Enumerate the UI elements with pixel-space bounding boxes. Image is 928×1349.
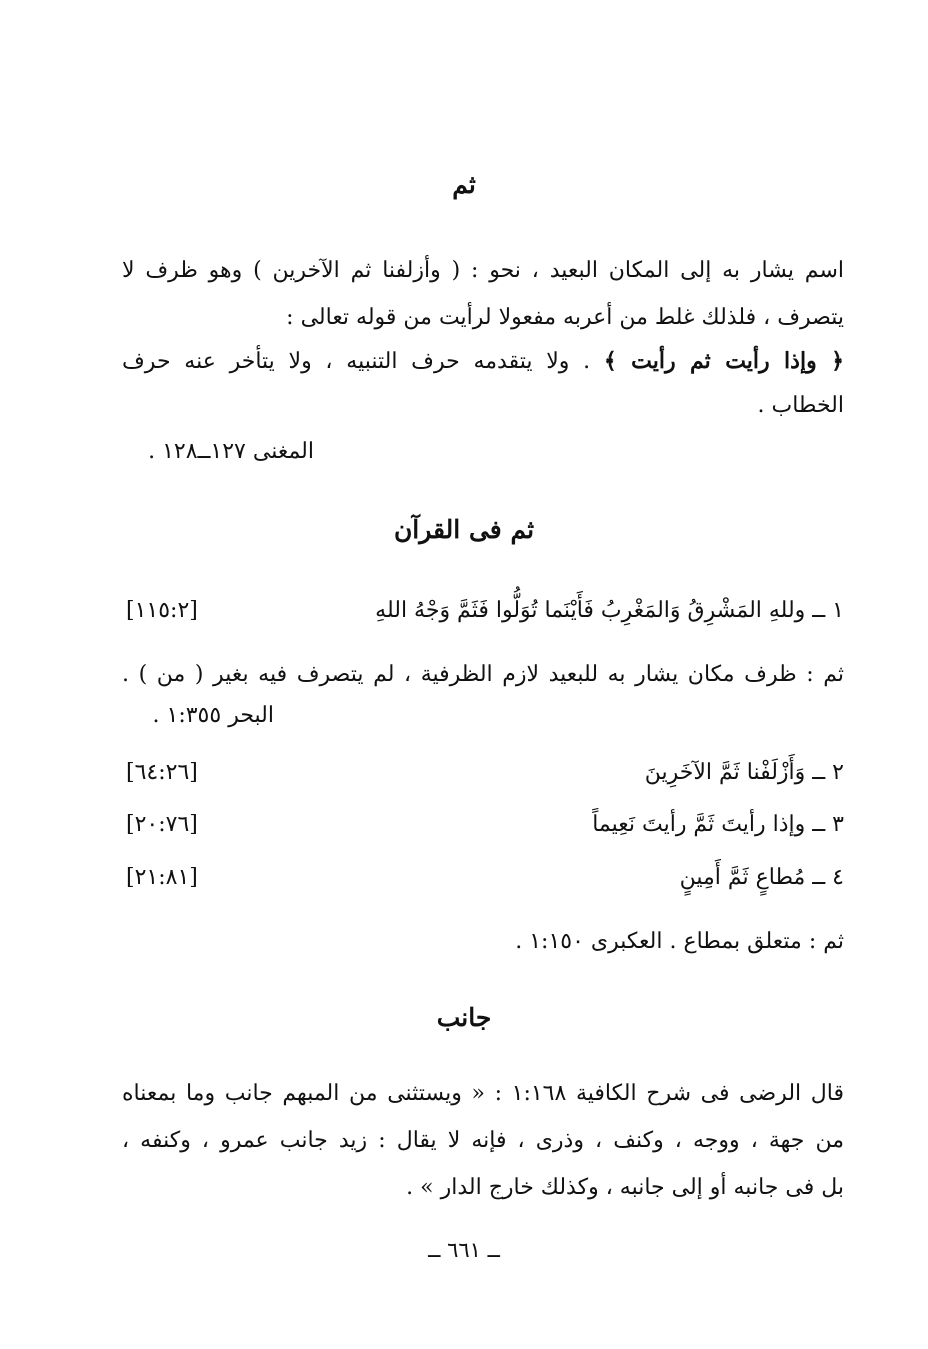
verse-text: ٢ ــ وَأَزْلَفْنا ثَمَّ الآخَرِينَ <box>644 760 844 785</box>
verse-reference: [٦٤:٢٦] <box>126 760 198 785</box>
verse-reference: [١١٥:٢] <box>126 598 198 623</box>
section-title-thamma: ثم <box>452 170 476 199</box>
paragraph-text: . ولا يتقدمه حرف التنبيه ، ولا يتأخر عنه حرف <box>122 349 604 374</box>
paragraph-line: قال الرضى فى شرح الكافية ١:١٦٨ : « ويستثنى من المبهم جانب وما بمعناه <box>122 1081 844 1106</box>
note-line: ثم : متعلق بمطاع . العكبرى ١:١٥٠ . <box>515 929 844 954</box>
verse-row <box>122 865 844 899</box>
verse-row <box>122 812 844 846</box>
verse-text: ٤ ــ مُطاعٍ ثَمَّ أَمِينٍ <box>679 865 844 890</box>
page-number: ــ ٦٦١ ــ <box>428 1238 500 1262</box>
paragraph-line: من جهة ، ووجه ، وكنف ، وذرى ، فإنه لا يقال : زيد جانب عمرو ، وكنفه ، <box>122 1128 844 1153</box>
verse-row <box>122 760 844 794</box>
quran-quote: ﴿ وإذا رأيت ثم رأيت ﴾ <box>603 348 844 374</box>
paragraph-line: اسم يشار به إلى المكان البعيد ، نحو : ( وأزلفنا ثم الآخرين ) وهو ظرف لا <box>122 258 844 283</box>
paragraph-line: يتصرف ، فلذلك غلط من أعربه مفعولا لرأيت من قوله تعالى : <box>286 305 844 330</box>
note-citation: البحر ١:٣٥٥ . <box>152 703 274 728</box>
section-title-janib: جانب <box>436 1003 492 1032</box>
paragraph-line: الخطاب . <box>757 393 844 418</box>
verse-text: ٣ ــ وإذا رأيتَ ثَمَّ رأيتَ نَعِيماً <box>592 812 844 837</box>
section-title-quran: ثم فى القرآن <box>393 515 535 544</box>
verse-row <box>122 598 844 632</box>
verse-reference: [٢٠:٧٦] <box>126 812 198 837</box>
note-line: ثم : ظرف مكان يشار به للبعيد لازم الظرفية ، لم يتصرف فيه بغير ( من ) . <box>122 662 844 687</box>
source-citation-mughni: المغنى ١٢٧ــ١٢٨ . <box>148 439 314 464</box>
paragraph-line-quote <box>122 345 844 378</box>
verse-reference: [٢١:٨١] <box>126 865 198 890</box>
paragraph-line: بل فى جانبه أو إلى جانبه ، وكذلك خارج الدار » . <box>406 1175 844 1200</box>
verse-text: ١ ــ وللهِ المَشْرِقُ وَالمَغْرِبُ فَأَيْنَما تُوَلُّوا فَثَمَّ وَجْهُ اللهِ <box>375 598 844 623</box>
